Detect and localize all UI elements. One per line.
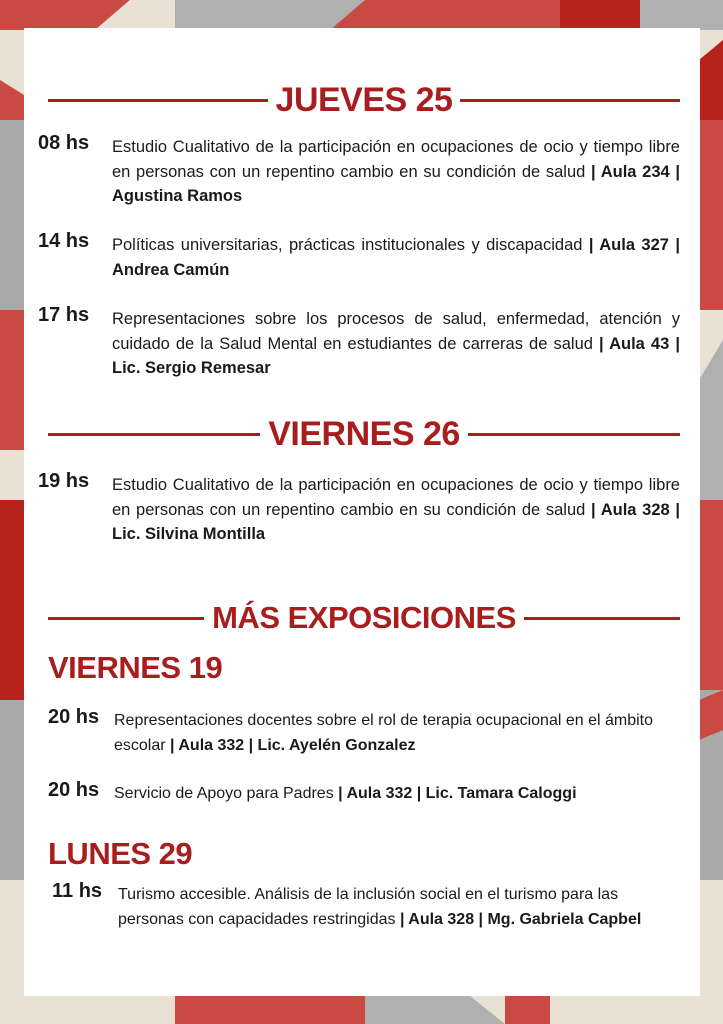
entry-description: Estudio Cualitativo de la participación en ocupaciones de ocio y tiempo libre en personas con un repentino cambio en su condición de salud | Aula 234 | Agustina Ramos	[112, 138, 680, 205]
entry-time: 19 hs	[38, 470, 90, 492]
entry-time: 20 hs	[48, 706, 100, 728]
section-heading-jueves	[48, 78, 680, 122]
subsection-title-lunes-29: LUNES 29	[48, 836, 193, 871]
divider-line	[524, 617, 680, 620]
entry-presenter: Lic. Sergio Remesar	[112, 359, 271, 377]
entry-description: Turismo accesible. Análisis de la inclusión social en el turismo para las personas con capacidades restringidas | Aula 328 | Mg. Gabriela Capbel	[118, 886, 642, 928]
entry-time: 17 hs	[38, 304, 90, 326]
entry-presenter: Mg. Gabriela Capbel	[487, 910, 642, 928]
entry-presenter: Lic. Tamara Caloggi	[425, 785, 577, 802]
entry-time: 11 hs	[52, 880, 103, 902]
divider-line	[468, 433, 680, 436]
entry-room: Aula 328	[600, 500, 670, 519]
subsection-title-viernes-19: VIERNES 19	[48, 650, 223, 685]
schedule-card	[24, 28, 700, 996]
section-title: MÁS EXPOSICIONES	[212, 600, 516, 635]
entry-room: Aula 234	[600, 162, 670, 181]
entry-description: Representaciones docentes sobre el rol de terapia ocupacional en el ámbito escolar | Aula 332 | Lic. Ayelén Gonzalez	[114, 712, 654, 754]
entry-time: 20 hs	[48, 779, 100, 801]
section-heading-viernes	[48, 412, 680, 456]
divider-line	[460, 99, 680, 102]
entry-time: 08 hs	[38, 132, 90, 154]
divider-line	[48, 99, 268, 102]
section-heading-mas-exposiciones	[48, 596, 680, 640]
entry-description: Servicio de Apoyo para Padres | Aula 332 | Lic. Tamara Caloggi	[114, 785, 577, 802]
entry-presenter: Lic. Silvina Montilla	[112, 525, 266, 543]
entry-presenter: Agustina Ramos	[112, 187, 243, 205]
entry-room: Aula 327	[599, 236, 669, 254]
entry-time: 14 hs	[38, 230, 90, 252]
entry-presenter: Lic. Ayelén Gonzalez	[257, 736, 416, 754]
entry-description: Representaciones sobre los procesos de salud, enfermedad, atención y cuidado de la Salud Mental en estudiantes de carreras de salud | Aula 43 | Lic. Sergio Remesar	[112, 310, 680, 377]
entry-description: Políticas universitarias, prácticas institucionales y discapacidad | Aula 327 | Andrea Camún	[112, 236, 680, 279]
divider-line	[48, 617, 204, 620]
section-title: JUEVES 25	[275, 80, 453, 119]
divider-line	[48, 433, 260, 436]
entry-description: Estudio Cualitativo de la participación en ocupaciones de ocio y tiempo libre en personas con un repentino cambio en su condición de salud | Aula 328 | Lic. Silvina Montilla	[112, 476, 680, 543]
entry-presenter: Andrea Camún	[112, 260, 230, 279]
entry-room: Aula 328	[408, 910, 475, 928]
entry-room: Aula 43	[609, 334, 670, 353]
entry-room: Aula 332	[178, 736, 245, 754]
section-title: VIERNES 26	[268, 414, 460, 453]
entry-room: Aula 332	[346, 785, 413, 802]
